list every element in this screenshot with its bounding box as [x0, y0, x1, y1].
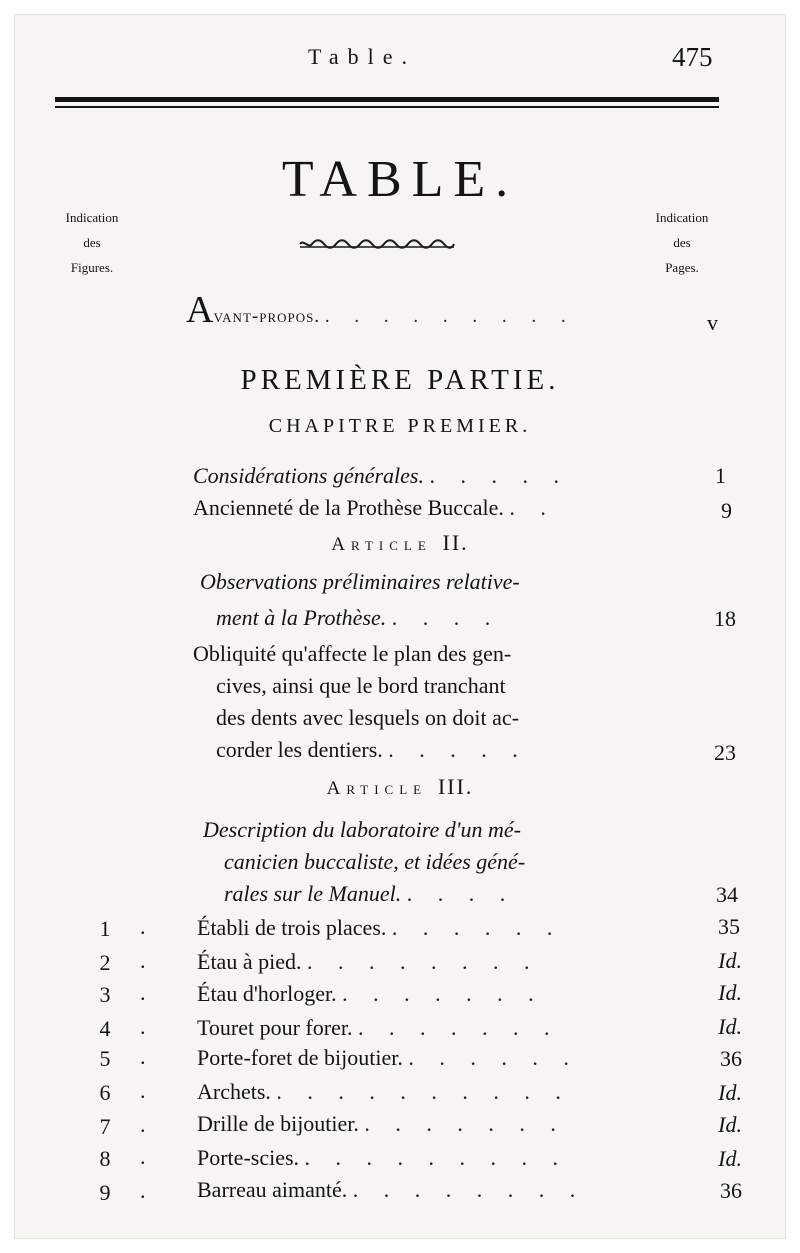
item-page: Id. — [718, 1146, 742, 1171]
entry-page: 18 — [714, 606, 736, 631]
entry-title: Considérations générales. — [193, 463, 424, 488]
pages-label-line: des — [673, 235, 691, 250]
toc-entry-observations-cont: ment à la Prothèse. . . . . — [216, 605, 501, 630]
item-label: Touret pour forer. — [197, 1015, 353, 1040]
item-label: Étau d'horloger. — [197, 981, 337, 1006]
article-word: Article — [331, 534, 432, 555]
figures-label-line: des — [83, 235, 101, 250]
ornamental-flourish — [298, 237, 456, 251]
page-number: 475 — [672, 42, 713, 72]
item-label: Porte-foret de bijoutier. — [197, 1045, 403, 1070]
toc-entry-obliquite — [193, 638, 511, 670]
item-page: Id. — [718, 1014, 742, 1039]
figure-number: 6 — [99, 1080, 111, 1105]
toc-item: Porte-foret de bijoutier. . . . . . . — [197, 1045, 579, 1070]
figure-number: 4 — [99, 1016, 111, 1041]
entry-page: 34 — [716, 882, 738, 907]
header-rule-thick — [55, 97, 719, 102]
pages-column-label — [642, 205, 722, 280]
entry-page: 9 — [721, 498, 732, 523]
entry-line: Description du laboratoire d'un mé- — [203, 817, 521, 842]
figure-number: 9 — [99, 1180, 111, 1205]
avant-propos-entry: Avant-propos. . . . . . . . . . — [186, 289, 576, 331]
toc-entry-considerations: Considérations générales. . . . . . — [193, 463, 569, 488]
article-heading — [0, 530, 800, 556]
page-title: TABLE. — [281, 151, 519, 208]
entry-title: Ancienneté de la Prothèse Buccale. — [193, 495, 504, 520]
item-label: Établi de trois places. — [197, 915, 387, 940]
toc-entry-observations — [200, 566, 520, 598]
entry-line: des dents avec lesquels on doit ac- — [216, 705, 520, 730]
article-word: Article — [326, 778, 428, 799]
figure-number: 7 — [99, 1114, 111, 1139]
toc-entry-obliquite-cont: corder les dentiers. . . . . . — [216, 737, 528, 762]
item-page: Id. — [718, 948, 742, 973]
entry-line: rales sur le Manuel. — [224, 881, 402, 906]
entry-line: ment à la Prothèse. — [216, 605, 387, 630]
toc-entry-description — [203, 814, 521, 846]
entry-line: Obliquité qu'affecte le plan des gen- — [193, 641, 512, 666]
toc-entry-obliquite-cont — [216, 702, 519, 734]
figure-number: 5 — [99, 1046, 111, 1071]
avant-propos-initial: A — [186, 289, 214, 331]
book-page: Table. 475 TABLE. Indication des Figures. Indication des Pages. Avant-propos. . . . . . . . . . v PREMIÈRE PARTIE. CHAPITRE PREMIER. Considérations générales. . . . . . 1 Ancienneté de la Prothèse Buccale. . . 9 Article II. Observations préliminaires relative- ment à la Prothèse. . . . . 18 Obliquité qu'affecte le plan des gen- cives, ainsi que le bord tranchant des dents avec lesquels on doit ac- corder les dentiers. . . . . . 23 Article III. Description du laboratoire d'un mé- canicien buccaliste, et idées géné- rales sur le Manuel. . . . . 34 1 . Établi de trois places. . . . . . . 35 2 . Étau à pied. . . . . . . . . Id. 3 . Étau d'horloger. . . . . . . . Id. 4 . Touret pour forer. . . . . . . . Id. 5 . Porte-foret de bijoutier. . . . . . . 36 6 . Archets. . . . . . . . . . . Id. 7 . Drille de bijoutier. . . . . . . . Id. 8 . Porte-scies. . . . . . . . . . Id. 9 . Barreau aimanté. . . . . . . . . 36 — [0, 0, 800, 1253]
article-heading — [0, 774, 800, 800]
item-label: Archets. — [197, 1079, 271, 1104]
item-label: Barreau aimanté. — [197, 1177, 348, 1202]
item-label: Étau à pied. — [197, 949, 302, 974]
entry-page: 23 — [714, 740, 736, 765]
header-rule-thin — [55, 106, 719, 108]
toc-entry-anciennete: Ancienneté de la Prothèse Buccale. . . — [193, 495, 556, 520]
item-page: Id. — [718, 1080, 742, 1105]
toc-item: Archets. . . . . . . . . . . — [197, 1079, 571, 1104]
item-page: Id. — [718, 980, 742, 1005]
toc-entry-description-cont — [224, 846, 525, 878]
toc-item: Étau d'horloger. . . . . . . . — [197, 981, 544, 1006]
figures-column-label — [52, 205, 132, 280]
entry-page: 1 — [715, 463, 726, 488]
pages-label-line: Pages. — [665, 260, 699, 275]
entry-line: canicien buccaliste, et idées géné- — [224, 849, 526, 874]
toc-item: Établi de trois places. . . . . . . — [197, 915, 563, 940]
item-page: 35 — [718, 914, 740, 939]
pages-label-line: Indication — [655, 210, 709, 225]
toc-item: Porte-scies. . . . . . . . . . — [197, 1145, 569, 1170]
chapter-heading: CHAPITRE PREMIER. — [268, 415, 532, 437]
figure-number: 8 — [99, 1146, 111, 1171]
entry-line: corder les dentiers. — [216, 737, 383, 762]
toc-item: Touret pour forer. . . . . . . . — [197, 1015, 560, 1040]
avant-propos-page: v — [707, 310, 718, 335]
item-page: Id. — [718, 1112, 742, 1137]
running-title: Table. — [308, 44, 417, 69]
figure-number: 2 — [99, 950, 111, 975]
toc-entry-description-cont: rales sur le Manuel. . . . . — [224, 881, 516, 906]
article-numeral: II. — [442, 530, 469, 555]
toc-item: Étau à pied. . . . . . . . . — [197, 949, 540, 974]
toc-entry-obliquite-cont — [216, 670, 506, 702]
figures-label-line: Figures. — [70, 260, 114, 275]
figures-label-line: Indication — [65, 210, 119, 225]
figure-number: 3 — [99, 982, 111, 1007]
toc-item: Drille de bijoutier. . . . . . . . — [197, 1111, 566, 1136]
toc-item: Barreau aimanté. . . . . . . . . — [197, 1177, 586, 1202]
entry-line: cives, ainsi que le bord tranchant — [216, 673, 506, 698]
part-heading: PREMIÈRE PARTIE. — [240, 364, 560, 396]
entry-line: Observations préliminaires relative- — [200, 569, 520, 594]
item-page: 36 — [720, 1046, 742, 1071]
item-label: Drille de bijoutier. — [197, 1111, 359, 1136]
item-page: 36 — [720, 1178, 742, 1203]
figure-number: 1 — [99, 916, 111, 941]
avant-propos-label: vant-propos. — [213, 306, 321, 327]
item-label: Porte-scies. — [197, 1145, 300, 1170]
article-numeral: III. — [437, 774, 474, 799]
